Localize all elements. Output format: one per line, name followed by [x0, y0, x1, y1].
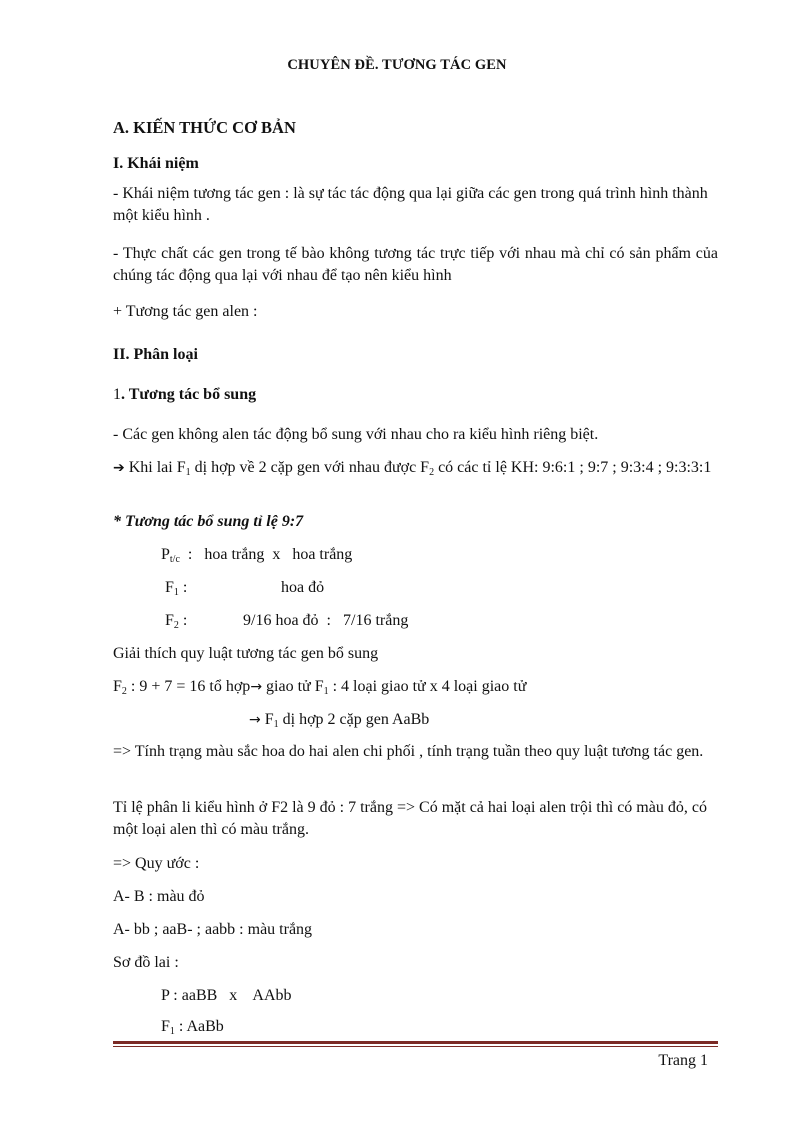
p-sub: t/c	[169, 554, 180, 565]
f2calc-text-2: giao tử F	[262, 678, 324, 695]
arrow-right-icon: →	[249, 712, 261, 728]
p-text: : hoa trắng x hoa trắng	[179, 546, 353, 563]
cross-text-3: có các tỉ lệ KH: 9:6:1 ; 9:7 ; 9:3:4 ; 9:3:3:1	[434, 459, 712, 476]
page-title: CHUYÊN ĐỀ. TƯƠNG TÁC GEN	[287, 57, 507, 73]
f1conc-label: F	[260, 711, 274, 728]
heading-concept: I. Khái niệm	[113, 155, 199, 172]
red-rule-line: A- B : màu đỏ	[113, 888, 205, 905]
cross-ratio-paragraph	[113, 457, 718, 479]
f2-label: F	[165, 612, 174, 629]
p-generation-line	[161, 544, 352, 566]
f2calc-label: F	[113, 678, 122, 695]
f1res-label: F	[161, 1018, 170, 1035]
f2calc-sub: 2	[121, 686, 127, 697]
f2calc-sub-2: 1	[323, 686, 329, 697]
f1-label: F	[165, 579, 174, 596]
footer-divider-thin	[113, 1046, 718, 1047]
f1-conclusion-line	[249, 709, 429, 731]
f2calc-text-1: : 9 + 7 = 16 tổ hợp	[126, 678, 251, 695]
section-heading-a: A. KIẾN THỨC CƠ BẢN	[113, 118, 296, 137]
f2-calculation-line	[113, 676, 526, 698]
heading-complementary	[113, 384, 256, 406]
page-number: Trang 1	[658, 1052, 708, 1069]
p-label: P	[161, 546, 170, 563]
nonallele-line: - Các gen không alen tác động bổ sung với nhau cho ra kiểu hình riêng biệt.	[113, 426, 599, 443]
allele-interaction-line: + Tương tác gen alen :	[113, 303, 258, 320]
f1-generation-line	[165, 577, 187, 599]
heading-complementary-text: . Tương tác bổ sung	[121, 386, 257, 403]
concept-paragraph: - Khái niệm tương tác gen : là sự tác tác động qua lại giữa các gen trong quá trình hình thành một kiểu hình .	[113, 185, 708, 224]
cross-sub-2: 2	[429, 467, 435, 478]
footer-divider-thick	[113, 1041, 718, 1044]
essence-paragraph: - Thực chất các gen trong tế bào không tương tác trực tiếp với nhau mà chỉ có sản phẩm của chúng tác động qua lại với nhau để tạo nên kiểu hình	[113, 245, 718, 284]
f1conc-text: dị hợp 2 cặp gen AaBb	[278, 711, 430, 728]
f2-sep: :	[178, 612, 188, 629]
f2-phenotype: 9/16 hoa đỏ : 7/16 trắng	[243, 612, 409, 629]
p-cross-line: P : aaBB x AAbb	[161, 987, 292, 1004]
f1conc-sub: 1	[273, 719, 279, 730]
ratio-explain-paragraph: Tỉ lệ phân li kiểu hình ở F2 là 9 đỏ : 7 trắng => Có mặt cả hai loại alen trội thì có màu đỏ, có một loại alen thì có màu trắng.	[113, 799, 707, 838]
f1res-sub: 1	[169, 1026, 175, 1037]
f1-phenotype: hoa đỏ	[281, 579, 325, 596]
cross-text-2: dị hợp về 2 cặp gen với nhau được F	[190, 459, 430, 476]
f1res-text: : AaBb	[174, 1018, 224, 1035]
f1-sub: 1	[173, 587, 179, 598]
f1-sep: :	[178, 579, 188, 596]
trait-paragraph: => Tính trạng màu sắc hoa do hai alen chi phối , tính trạng tuần theo quy luật tương tác gen.	[113, 743, 704, 760]
cross-text-1: Khi lai F	[124, 459, 186, 476]
f2calc-text-3: : 4 loại giao tử x 4 loại giao tử	[328, 678, 527, 695]
white-rule-line: A- bb ; aaB- ; aabb : màu trắng	[113, 921, 313, 938]
arrow-right-icon: →	[250, 679, 263, 695]
convention-line: => Quy ước :	[113, 855, 200, 872]
f2-generation-line	[165, 610, 187, 632]
diagram-label: Sơ đồ lai :	[113, 954, 179, 971]
arrow-right-icon: ➔	[113, 460, 125, 476]
heading-classification: II. Phân loại	[113, 346, 198, 363]
ratio-heading: * Tương tác bổ sung tỉ lệ 9:7	[113, 513, 304, 530]
cross-sub-1: 1	[185, 467, 191, 478]
explain-heading: Giải thích quy luật tương tác gen bổ sung	[113, 645, 379, 662]
f1-result-line	[161, 1016, 224, 1038]
heading-complementary-number: 1	[113, 386, 121, 403]
f2-sub: 2	[173, 620, 179, 631]
